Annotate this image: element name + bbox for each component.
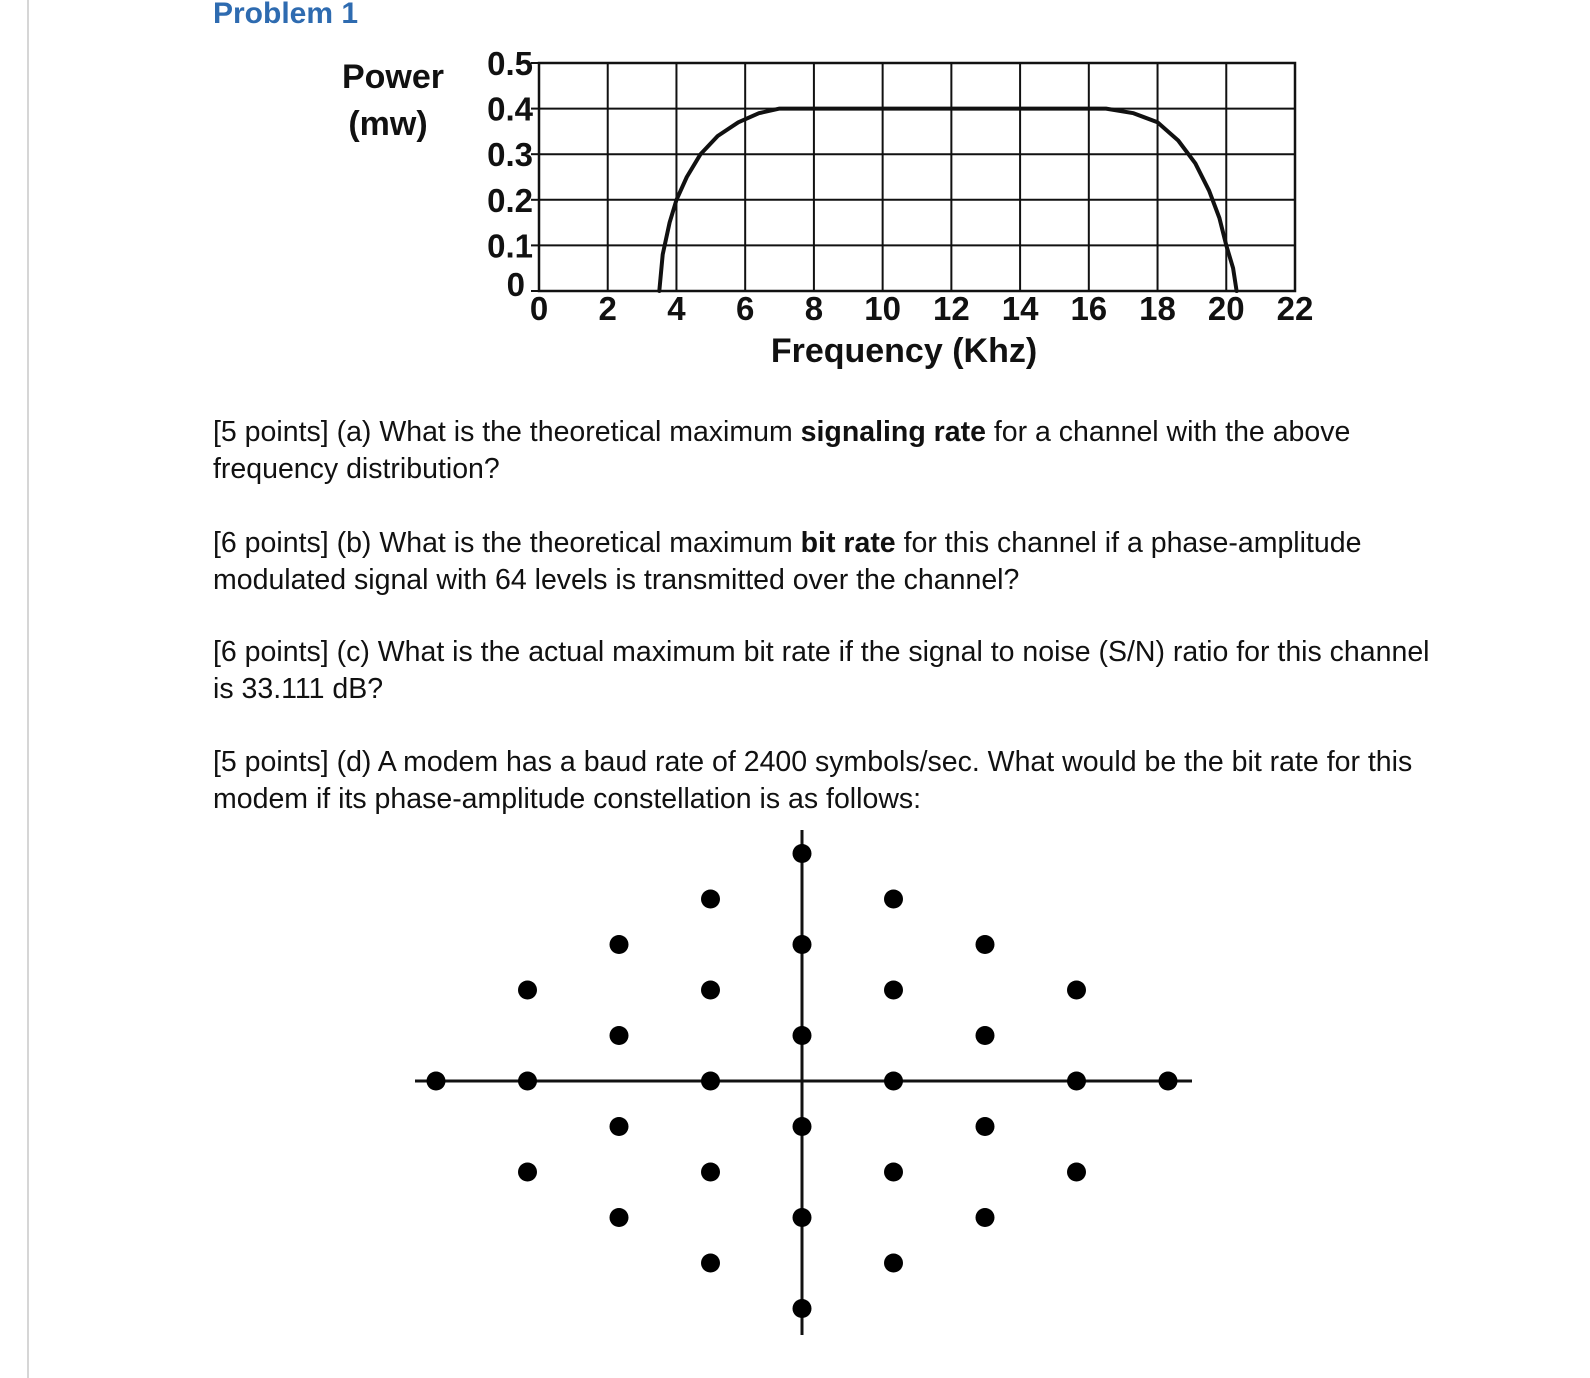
x-tick-label: 10 [864, 290, 901, 327]
constellation-point [1067, 1163, 1086, 1182]
x-tick-label: 2 [598, 290, 617, 327]
constellation-point [610, 1117, 629, 1136]
constellation-point [976, 1208, 995, 1227]
constellation-point [518, 1072, 537, 1091]
x-tick-label: 8 [804, 290, 824, 327]
x-tick-label: 4 [667, 290, 686, 327]
constellation-point [518, 981, 537, 1000]
constellation-point [884, 890, 903, 909]
constellation-point [884, 1163, 903, 1182]
constellation-point [793, 1299, 812, 1318]
constellation-point [701, 1072, 720, 1091]
question-b-text-start: [6 points] (b) What is the theoretical maximum [213, 527, 801, 559]
constellation-point [518, 1163, 537, 1182]
constellation-point [610, 1026, 629, 1045]
constellation-point [793, 1117, 812, 1136]
x-tick-label: 14 [1001, 290, 1039, 327]
x-tick-label: 18 [1139, 290, 1176, 327]
constellation-point [1159, 1072, 1178, 1091]
question-a-text-start: [5 points] (a) What is the theoretical maximum [213, 416, 801, 448]
constellation-point [884, 1254, 903, 1273]
constellation-point [1067, 1072, 1086, 1091]
constellation-point [1067, 981, 1086, 1000]
constellation-point [793, 1208, 812, 1227]
x-tick-label: 0 [529, 290, 549, 327]
x-tick-label: 22 [1276, 290, 1314, 327]
y-tick-label: 0.3 [487, 136, 533, 174]
constellation-point [610, 935, 629, 954]
question-b-bold-term: bit rate [800, 527, 896, 559]
constellation-point [793, 844, 812, 863]
y-tick-label: 0.2 [487, 181, 533, 219]
problem-title: Problem 1 [213, 0, 359, 30]
y-tick-label: 0 [506, 266, 525, 303]
question-a-bold-term: signaling rate [800, 416, 986, 448]
x-axis-label: Frequency (Khz) [770, 332, 1038, 370]
question-d: [5 points] (d) A modem has a baud rate of 2400 symbols/sec. What would be the bit rate for this modem if its phase-amplitude constellation is as follows: [213, 746, 1413, 815]
constellation-point [701, 981, 720, 1000]
y-tick-label: 0.4 [487, 90, 533, 128]
question-c: [6 points] (c) What is the actual maximum bit rate if the signal to noise (S/N) ratio for this channel is 33.111 dB? [213, 636, 1430, 705]
constellation-point [884, 1072, 903, 1091]
constellation-point [701, 890, 720, 909]
constellation-point [701, 1163, 720, 1182]
constellation-point [793, 1026, 812, 1045]
y-tick-label: 0.5 [487, 45, 533, 82]
constellation-point [793, 935, 812, 954]
constellation-point [976, 1117, 995, 1136]
constellation-point [427, 1072, 446, 1091]
y-axis-label-power: Power [341, 58, 445, 96]
question-a-text-end: for a channel with the above frequency distribution? [213, 416, 1351, 485]
question-b-text-end: for this channel if a phase-amplitude modulated signal with 64 levels is transmitted over the channel? [213, 527, 1362, 596]
y-tick-label: 0.1 [487, 227, 533, 265]
x-tick-label: 6 [736, 290, 755, 327]
constellation-point [884, 981, 903, 1000]
constellation-point [976, 935, 995, 954]
constellation-point [610, 1208, 629, 1227]
y-axis-label-unit: (mw) [348, 105, 428, 143]
x-tick-label: 20 [1207, 290, 1245, 327]
x-tick-label: 16 [1070, 290, 1108, 327]
constellation-point [976, 1026, 995, 1045]
x-tick-label: 12 [933, 290, 970, 327]
constellation-point [701, 1254, 720, 1273]
